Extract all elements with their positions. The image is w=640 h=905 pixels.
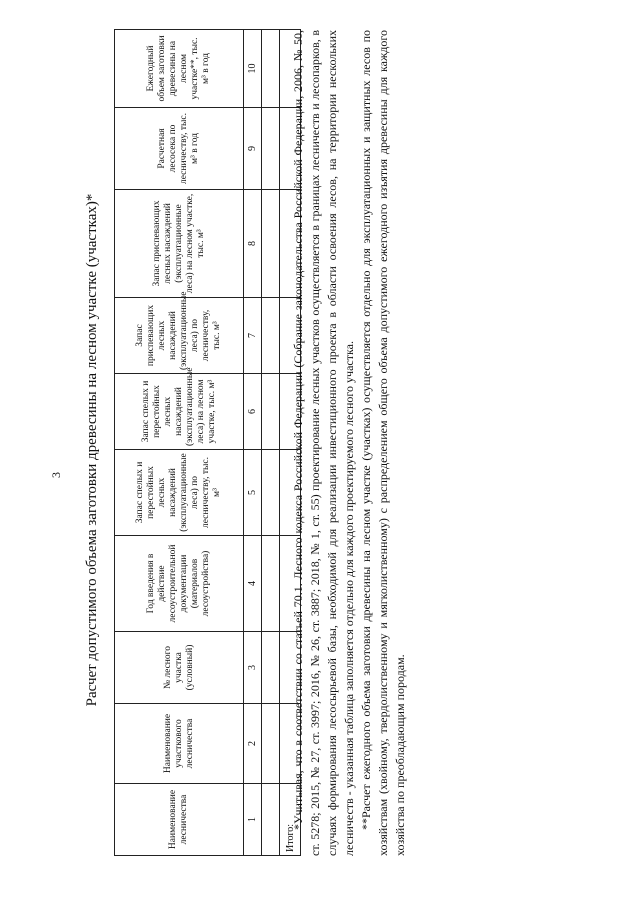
column-header: Запас приспевающих лесных насаждений (эксплуатационные леса) на лесном участке, тыс. м³ <box>115 190 244 298</box>
column-number: 10 <box>244 30 262 108</box>
table-cell <box>262 536 280 632</box>
column-header: Наименование лесничества <box>115 784 244 856</box>
footnote-1: *Учитывая, что в соответствии со статьей 70.1. Лесного кодекса Российской Федерации (Собрание законодательства Российской Федерации, 2006, № 50, ст. 5278; 2015, № 27, ст. 3997; 2016, № 26, ст. 3887; 2018, № 1, ст. 55) проектирование лесных участков осуществляется в границах лесничеств и лесопарков, в случаях формирования лесосырьевой базы, необходимой для реализации инвестиционного проекта в области освоения лесов, на территории нескольких лесничеств - указанная таблица заполняется отдельно для каждого проектируемого лесного участка. <box>291 30 356 856</box>
table-cell <box>262 30 280 108</box>
rotated-page-content <box>82 20 442 880</box>
column-header: Запас спелых и перестойных лесных насаждений (эксплуатационные леса) на лесном участке, тыс. м³ <box>115 374 244 450</box>
table-cell <box>262 632 280 704</box>
column-number: 5 <box>244 450 262 536</box>
column-number: 1 <box>244 784 262 856</box>
table-cell <box>262 108 280 190</box>
table-cell <box>262 450 280 536</box>
column-number-row <box>244 30 262 856</box>
column-number: 9 <box>244 108 262 190</box>
column-number: 6 <box>244 374 262 450</box>
column-header: Запас приспевающих лесных насаждений (эксплуатационные леса) по лесничеству, тыс. м³ <box>115 298 244 374</box>
column-header: Год введения в действие лесоустроительной документации (материалов лесоустройства) <box>115 536 244 632</box>
table-row <box>262 30 280 856</box>
page-number: 3 <box>49 472 63 478</box>
table-cell <box>262 298 280 374</box>
table-cell <box>262 190 280 298</box>
footnote-2: **Расчет ежегодного объема заготовки древесины на лесном участке (участках) осуществляется отдельно для эксплуатационных и защитных лесов по хозяйствам (хвойному, твердолиственному и мягколиственному) с распределением общего объема допустимого ежегодного изъятия древесины для каждого хозяйства по преобладающим породам. <box>359 30 407 856</box>
total-label: Итого: <box>280 784 301 856</box>
column-number: 7 <box>244 298 262 374</box>
column-header: № лесного участка (условный) <box>115 632 244 704</box>
footnotes <box>290 30 409 856</box>
column-number: 3 <box>244 632 262 704</box>
table-header-row <box>115 30 244 856</box>
table-cell <box>262 704 280 784</box>
column-header: Ежегодный объем заготовки древесины на лесном участке**, тыс. м³ в год <box>115 30 244 108</box>
document-title: Расчет допустимого объема заготовки древесины на лесном участке (участках)* <box>84 193 100 707</box>
harvest-volume-table <box>114 29 301 856</box>
column-header: Расчетная лесосека по лесничеству, тыс. м³ в год <box>115 108 244 190</box>
table-cell <box>262 784 280 856</box>
column-number: 4 <box>244 536 262 632</box>
column-header: Запас спелых и перестойных лесных насаждений (эксплуатационные леса) по лесничеству, тыс. м³ <box>115 450 244 536</box>
column-number: 2 <box>244 704 262 784</box>
column-header: Наименование участкового лесничества <box>115 704 244 784</box>
column-number: 8 <box>244 190 262 298</box>
table-cell <box>262 374 280 450</box>
